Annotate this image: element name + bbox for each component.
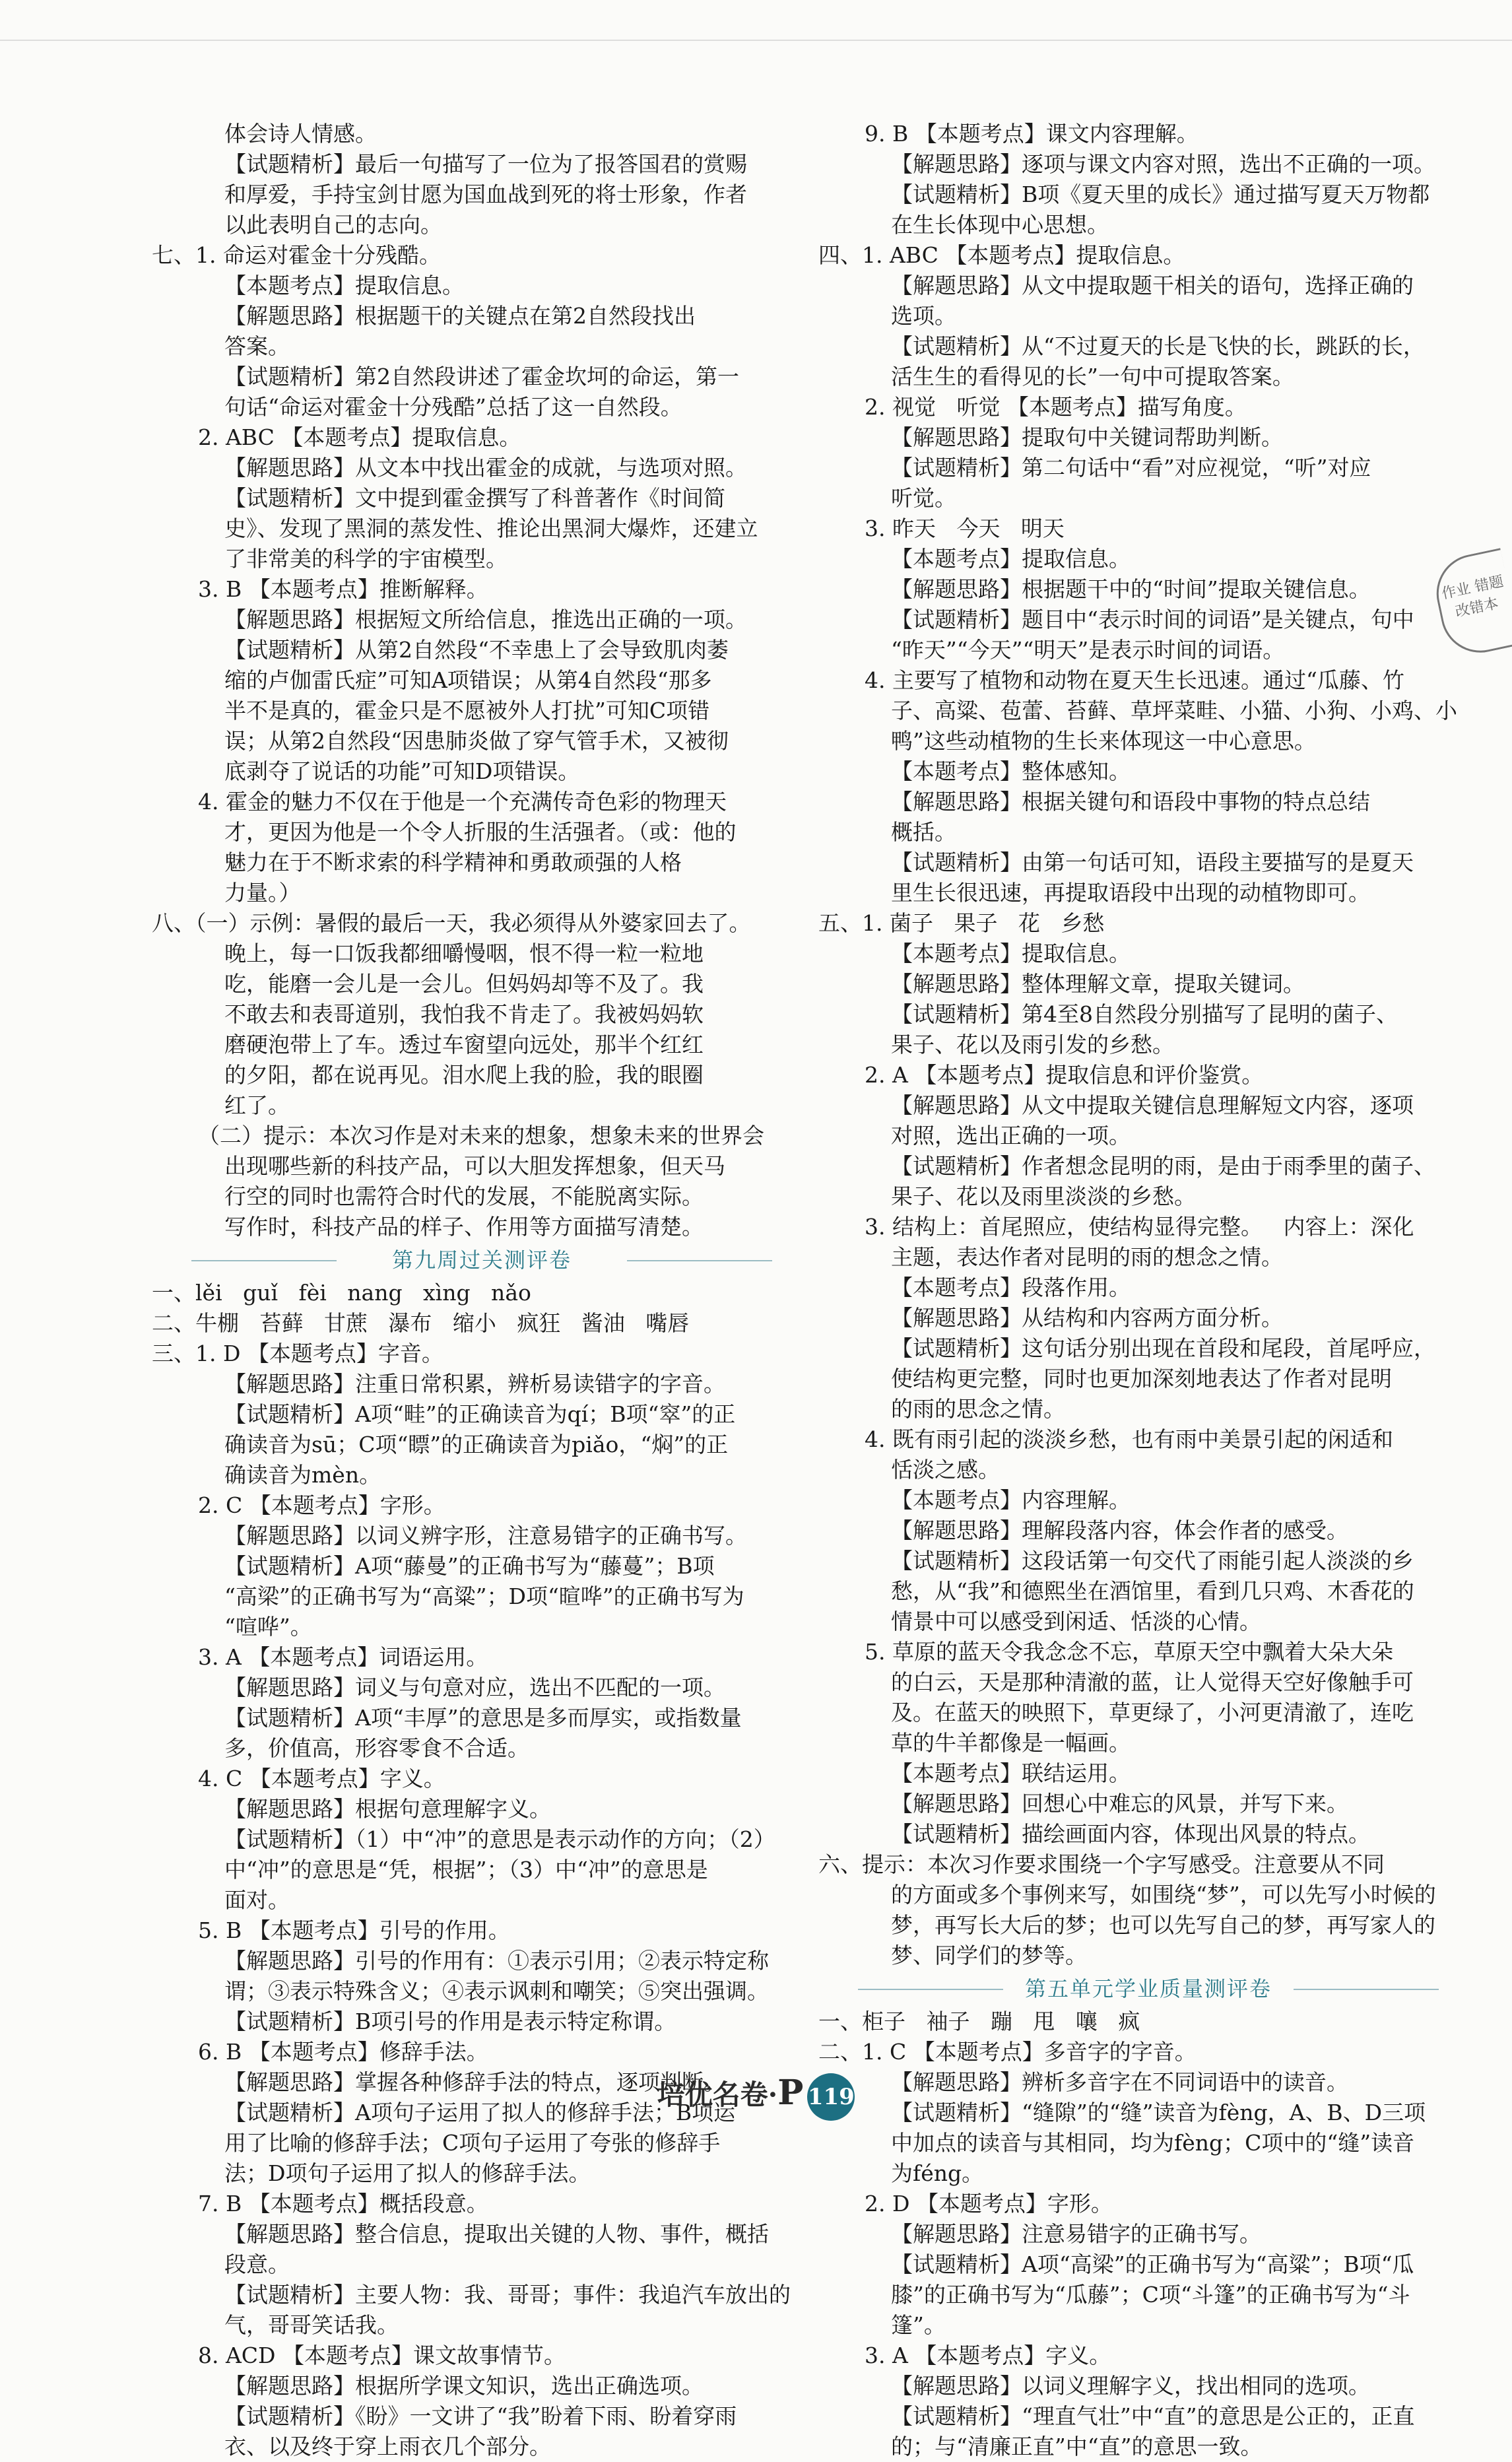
text-line: 【解题思路】注意易错字的正确书写。: [891, 2221, 1261, 2247]
text-line: 【试题精析】描绘画面内容，体现出风景的特点。: [891, 1821, 1370, 1847]
text-line: 4. 既有雨引起的淡淡乡愁，也有雨中美景引起的闲适和: [865, 1426, 1393, 1452]
text-line: 的方面或多个事例来写，如围绕“梦”，可以先写小时候的: [891, 1882, 1436, 1908]
text-line: 七、1. 命运对霍金十分残酷。: [152, 242, 441, 268]
text-line: 梦，再写长大后的梦；也可以先写自己的梦，再写家人的: [891, 1912, 1435, 1938]
text-line: 膝”的正确书写为“瓜藤”；C项“斗篷”的正确书写为“斗: [891, 2282, 1410, 2308]
text-line: 对照，选出正确的一项。: [891, 1123, 1131, 1148]
text-line: 果子、花以及雨引发的乡愁。: [891, 1032, 1174, 1057]
text-line: 【本题考点】内容理解。: [891, 1487, 1131, 1513]
margin-stamp: 作业 错题 改错本: [1430, 548, 1512, 660]
text-line: 【试题精析】A项句子运用了拟人的修辞手法；B项运: [224, 2100, 736, 2125]
text-line: 段意。: [224, 2251, 290, 2277]
text-line: 【解题思路】回想心中难忘的风景，并写下来。: [891, 1791, 1348, 1816]
text-line: 【本题考点】提取信息。: [224, 273, 464, 298]
text-line: 半不是真的，霍金只是不愿被外人打扰”可知C项错: [224, 698, 710, 723]
text-line: 以此表明自己的志向。: [224, 212, 442, 238]
text-line: 3. 结构上：首尾照应，使结构显得完整。 内容上：深化: [865, 1214, 1414, 1240]
text-line: 的夕阳，都在说再见。泪水爬上我的脸，我的眼圈: [224, 1062, 704, 1088]
text-line: 和厚爱，手持宝剑甘愿为国血战到死的将士形象，作者: [224, 182, 747, 207]
text-line: 概括。: [891, 819, 956, 845]
text-line: 多，价值高，形容零食不合适。: [224, 1735, 529, 1761]
brand-letter: P: [777, 2073, 804, 2113]
text-line: 梦、同学们的梦等。: [891, 1943, 1087, 1968]
text-line: 听觉。: [891, 485, 956, 511]
text-line: 中加点的读音与其相同，均为fèng；C项中的“缝”读音: [891, 2130, 1415, 2156]
text-line: 史》、发现了黑洞的蒸发性、推论出黑洞大爆炸，还建立: [224, 516, 758, 541]
text-line: 【本题考点】提取信息。: [891, 546, 1131, 572]
text-line: 六、提示：本次习作要求围绕一个字写感受。注意要从不同: [818, 1851, 1385, 1877]
text-line: 晚上，每一口饭我都细嚼慢咽，恨不得一粒一粒地: [224, 941, 704, 966]
text-line: 法；D项句子运用了拟人的修辞手法。: [224, 2160, 591, 2186]
text-line: （二）提示：本次习作是对未来的想象，想象未来的世界会: [198, 1123, 764, 1148]
text-line: 【试题精析】B项引号的作用是表示特定称谓。: [224, 2009, 676, 2034]
text-line: 【试题精析】B项《夏天里的成长》通过描写夏天万物都: [891, 182, 1430, 207]
text-line: 【试题精析】第2自然段讲述了霍金坎坷的命运，第一: [224, 364, 739, 389]
text-line: 出现哪些新的科技产品，可以大胆发挥想象，但天马: [224, 1153, 725, 1179]
text-line: 了非常美的科学的宇宙模型。: [224, 546, 508, 572]
text-line: 【解题思路】根据题干的关键点在第2自然段找出: [224, 303, 696, 329]
text-line: 【试题精析】（1）中“冲”的意思是表示动作的方向；（2）: [224, 1826, 775, 1852]
text-line: 二、牛棚 苔藓 甘蔗 瀑布 缩小 疯狂 酱油 嘴唇: [152, 1310, 690, 1336]
text-line: 红了。: [224, 1092, 290, 1118]
text-line: 确读音为mèn。: [224, 1462, 381, 1488]
text-line: 【解题思路】从结构和内容两方面分析。: [891, 1305, 1283, 1331]
text-line: 里生长很迅速，再提取语段中出现的动植物即可。: [891, 880, 1370, 906]
text-line: 句话“命运对霍金十分残酷”总括了这一自然段。: [224, 394, 682, 420]
text-line: 【解题思路】逐项与课文内容对照，选出不正确的一项。: [891, 151, 1435, 177]
text-line: 谓；③表示特殊含义；④表示讽刺和嘲笑；⑤突出强调。: [224, 1978, 769, 2004]
text-line: 鸭”这些动植物的生长来体现这一中心意思。: [891, 728, 1316, 754]
text-line: 7. B 【本题考点】概括段意。: [198, 2191, 488, 2216]
text-line: 二、1. C 【本题考点】多音字的字音。: [818, 2039, 1197, 2065]
text-line: 行空的同时也需符合时代的发展，不能脱离实际。: [224, 1183, 704, 1209]
text-line: 4. 霍金的魅力不仅在于他是一个充满传奇色彩的物理天: [198, 789, 727, 815]
text-line: 6. B 【本题考点】修辞手法。: [198, 2039, 488, 2065]
text-line: 【解题思路】根据短文所给信息，推选出正确的一项。: [224, 607, 747, 632]
text-line: 【试题精析】从第2自然段“不幸患上了会导致肌肉萎: [224, 637, 729, 663]
text-line: 【试题精析】主要人物：我、哥哥；事件：我追汽车放出的: [224, 2282, 791, 2308]
text-line: 主题，表达作者对昆明的雨的想念之情。: [891, 1244, 1283, 1270]
text-line: 【试题精析】第4至8自然段分别描写了昆明的菌子、: [891, 1001, 1398, 1027]
text-line: 【试题精析】A项“藤曼”的正确书写为“藤蔓”；B项: [224, 1553, 715, 1579]
text-line: 2. C 【本题考点】字形。: [198, 1492, 445, 1518]
text-line: 磨硬泡带上了车。透过车窗望向远处，那半个红红: [224, 1032, 704, 1057]
text-line: 【解题思路】辨析多音字在不同词语中的读音。: [891, 2069, 1348, 2095]
text-line: 【试题精析】“理直气壮”中“直”的意思是公正的，正直: [891, 2403, 1415, 2429]
text-line: 使结构更完整，同时也更加深刻地表达了作者对昆明: [891, 1366, 1392, 1391]
text-line: 【试题精析】“缝隙”的“缝”读音为fèng，A、B、D三项: [891, 2100, 1426, 2125]
text-line: 的雨的思念之情。: [891, 1396, 1065, 1422]
text-line: 【试题精析】文中提到霍金撰写了科普著作《时间简: [224, 485, 725, 511]
text-line: 底剥夺了说话的功能”可知D项错误。: [224, 758, 580, 784]
text-line: 2. ABC 【本题考点】提取信息。: [198, 424, 521, 450]
text-line: 【本题考点】提取信息。: [891, 941, 1131, 966]
text-line: 面对。: [224, 1887, 290, 1913]
text-line: 三、1. D 【本题考点】字音。: [152, 1341, 444, 1366]
text-line: 愁，从“我”和德熙坐在酒馆里，看到几只鸡、木香花的: [891, 1578, 1414, 1604]
text-line: 不敢去和表哥道别，我怕我不肯走了。我被妈妈软: [224, 1001, 704, 1027]
text-line: 为féng。: [891, 2160, 984, 2186]
text-line: 3. A 【本题考点】字义。: [865, 2343, 1111, 2368]
text-line: 果子、花以及雨里淡淡的乡愁。: [891, 1183, 1196, 1209]
text-line: 【解题思路】从文本中找出霍金的成就，与选项对照。: [224, 455, 747, 481]
text-line: 草的牛羊都像是一幅画。: [891, 1730, 1131, 1756]
text-line: 【解题思路】词义与句意对应，选出不匹配的一项。: [224, 1675, 725, 1700]
text-line: 【解题思路】理解段落内容，体会作者的感受。: [891, 1517, 1348, 1543]
text-line: 8. ACD 【本题考点】课文故事情节。: [198, 2343, 566, 2368]
text-line: 中“冲”的意思是“凭，根据”；（3）中“冲”的意思是: [224, 1857, 708, 1882]
text-line: 【本题考点】段落作用。: [891, 1275, 1131, 1300]
text-line: 情景中可以感受到闲适、恬淡的心情。: [891, 1609, 1261, 1634]
text-line: 【本题考点】联结运用。: [891, 1760, 1131, 1786]
text-line: “高梁”的正确书写为“高粱”；D项“暄哗”的正确书写为: [224, 1583, 744, 1609]
text-line: 【解题思路】根据题干中的“时间”提取关键信息。: [891, 576, 1371, 602]
text-line: “昨天”“今天”“明天”是表示时间的词语。: [891, 637, 1285, 663]
text-line: 【解题思路】注重日常积累，辨析易读错字的字音。: [224, 1371, 725, 1397]
text-line: 【试题精析】《盼》一文讲了“我”盼着下雨、盼着穿雨: [224, 2403, 737, 2429]
text-line: 才，更因为他是一个令人折服的生活强者。（或：他的: [224, 819, 737, 845]
text-line: 【试题精析】由第一句话可知，语段主要描写的是夏天: [891, 849, 1414, 875]
text-line: 恬淡之感。: [891, 1457, 1000, 1482]
text-line: 答案。: [224, 333, 290, 359]
text-line: 9. B 【本题考点】课文内容理解。: [865, 121, 1199, 147]
text-line: 【解题思路】以词义理解字义，找出相同的选项。: [891, 2373, 1370, 2399]
text-line: 【解题思路】根据关键句和语段中事物的特点总结: [891, 789, 1370, 815]
text-line: 【解题思路】从文中提取题干相关的语句，选择正确的: [891, 273, 1414, 298]
text-line: 衣、以及终于穿上雨衣几个部分。: [224, 2434, 551, 2459]
text-line: 【解题思路】整合信息，提取出关键的人物、事件，概括: [224, 2221, 769, 2247]
text-line: 【本题考点】整体感知。: [891, 758, 1131, 784]
text-line: 【试题精析】作者想念昆明的雨，是由于雨季里的菌子、: [891, 1153, 1435, 1179]
text-line: 写作时，科技产品的样子、作用等方面描写清楚。: [224, 1214, 704, 1240]
text-line: 八、（一）示例：暑假的最后一天，我必须得从外婆家回去了。: [152, 910, 751, 936]
text-line: 2. A 【本题考点】提取信息和评价鉴赏。: [865, 1062, 1264, 1088]
text-line: 【试题精析】题目中“表示时间的词语”是关键点，句中: [891, 607, 1414, 632]
page-footer: [0, 2073, 1512, 2121]
text-line: 魅力在于不断求索的科学精神和勇敢顽强的人格: [224, 849, 682, 875]
text-line: 的白云，天是那种清澈的蓝，让人觉得天空好像触手可: [891, 1669, 1414, 1695]
text-line: 篷”。: [891, 2312, 946, 2338]
text-line: 4. C 【本题考点】字义。: [198, 1766, 445, 1791]
text-line: 【试题精析】从“不过夏天的长是飞快的长，跳跃的长，: [891, 333, 1425, 359]
text-line: 【试题精析】A项“畦”的正确读音为qí；B项“窣”的正: [224, 1401, 736, 1427]
text-line: 【解题思路】引号的作用有：①表示引用；②表示特定称: [224, 1948, 769, 1974]
text-line: 一、lěi guǐ fèi nang xìng nǎo: [152, 1280, 531, 1306]
text-line: 【解题思路】根据句意理解字义。: [224, 1796, 551, 1822]
text-line: 【试题精析】这句话分别出现在首段和尾段，首尾呼应，: [891, 1335, 1435, 1361]
text-line: 【解题思路】掌握各种修辞手法的特点，逐项判断。: [224, 2069, 725, 2095]
text-line: 2. 视觉 听觉 【本题考点】描写角度。: [865, 394, 1247, 420]
top-rule: [0, 40, 1512, 41]
text-line: 2. D 【本题考点】字形。: [865, 2191, 1113, 2216]
text-line: 体会诗人情感。: [224, 121, 377, 147]
text-line: 五、1. 菌子 果子 花 乡愁: [818, 910, 1105, 936]
text-line: 【试题精析】这段话第一句交代了雨能引起人淡淡的乡: [891, 1548, 1414, 1574]
text-line: 3. A 【本题考点】词语运用。: [198, 1644, 488, 1670]
text-line: 【解题思路】整体理解文章，提取关键词。: [891, 971, 1305, 997]
text-line: 用了比喻的修辞手法；C项句子运用了夸张的修辞手: [224, 2130, 721, 2156]
text-line: 3. B 【本题考点】推断解释。: [198, 576, 488, 602]
text-line: 3. 昨天 今天 明天: [865, 516, 1065, 541]
section-title: 第五单元学业质量测评卷: [818, 1974, 1478, 2004]
text-line: 吃，能磨一会儿是一会儿。但妈妈却等不及了。我: [224, 971, 704, 997]
text-line: 子、高粱、苞蕾、苔藓、草坪菜畦、小猫、小狗、小鸡、小: [891, 698, 1457, 723]
text-line: 【解题思路】提取句中关键词帮助判断。: [891, 424, 1283, 450]
text-line: 【解题思路】根据所学课文知识，选出正确选项。: [224, 2373, 704, 2399]
text-line: 缩的卢伽雷氏症”可知A项错误；从第4自然段“那多: [224, 667, 712, 693]
text-line: 活生生的看得见的长”一句中可提取答案。: [891, 364, 1294, 389]
text-line: 误；从第2自然段“因患肺炎做了穿气管手术，又被彻: [224, 728, 729, 754]
page-number: 119: [807, 2073, 855, 2121]
text-line: 的；与“清廉正直”中“直”的意思一致。: [891, 2434, 1263, 2459]
text-line: 【试题精析】最后一句描写了一位为了报答国君的赏赐: [224, 151, 747, 177]
text-line: 5. 草原的蓝天令我念念不忘，草原天空中飘着大朵大朵: [865, 1639, 1393, 1665]
text-line: 一、柜子 袖子 蹦 甩 嚷 疯: [818, 2009, 1140, 2034]
text-line: 确读音为sū；C项“瞟”的正确读音为piǎo，“焖”的正: [224, 1432, 729, 1457]
section-title: 第九周过关测评卷: [152, 1245, 812, 1275]
text-line: 5. B 【本题考点】引号的作用。: [198, 1917, 510, 1943]
text-line: “喧哗”。: [224, 1614, 312, 1640]
text-line: 选项。: [891, 303, 956, 329]
text-line: 【解题思路】以词义辨字形，注意易错字的正确书写。: [224, 1523, 747, 1548]
text-line: 力量。）: [224, 880, 301, 906]
text-line: 【试题精析】A项“高梁”的正确书写为“高粱”；B项“瓜: [891, 2251, 1414, 2277]
text-line: 在生长体现中心思想。: [891, 212, 1109, 238]
text-line: 【解题思路】从文中提取关键信息理解短文内容，逐项: [891, 1092, 1414, 1118]
text-line: 四、1. ABC 【本题考点】提取信息。: [818, 242, 1185, 268]
text-line: 4. 主要写了植物和动物在夏天生长迅速。通过“瓜藤、竹: [865, 667, 1404, 693]
brand-name: 培优名卷·: [657, 2079, 778, 2111]
text-line: 及。在蓝天的映照下，草更绿了，小河更清澈了，连吃: [891, 1700, 1414, 1725]
text-line: 【试题精析】A项“丰厚”的意思是多而厚实，或指数量: [224, 1705, 742, 1731]
text-line: 气，哥哥笑话我。: [224, 2312, 399, 2338]
text-line: 【试题精析】第二句话中“看”对应视觉，“听”对应: [891, 455, 1371, 481]
